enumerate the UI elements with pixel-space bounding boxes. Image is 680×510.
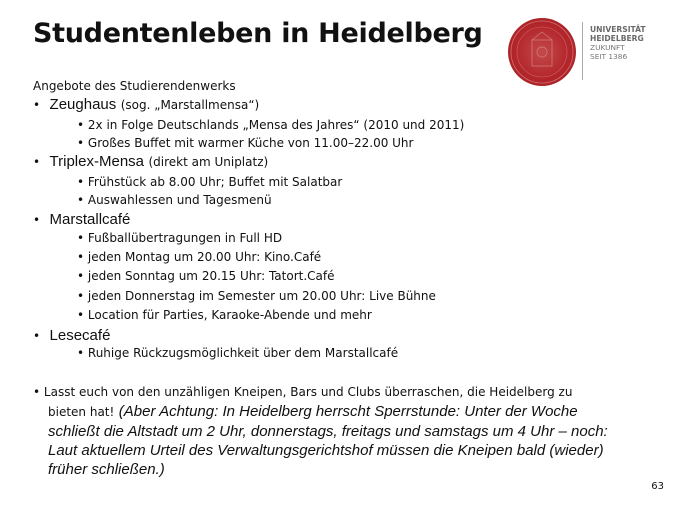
slide-title: Studentenleben in Heidelberg (33, 18, 483, 49)
bullet: • (33, 155, 41, 169)
bullet: • (33, 213, 41, 227)
logo-line-4: SEIT 1386 (590, 52, 628, 61)
logo-line-1: UNIVERSITÄT (590, 25, 646, 34)
university-logo (508, 18, 648, 88)
sub-list-item (77, 250, 321, 264)
sub-item-text: Fußballübertragungen in Full HD (87, 231, 283, 245)
bullet: • (77, 136, 85, 150)
sub-item-text: Frühstück ab 8.00 Uhr; Buffet mit Salatbar (87, 175, 343, 189)
list-item (33, 96, 259, 114)
item-name: Marstallcafé (49, 211, 131, 228)
sub-list-item (77, 231, 282, 245)
closing-line-5: früher schließen.) (48, 461, 165, 478)
closing-line-1 (33, 385, 572, 399)
sub-item-text: jeden Montag um 20.00 Uhr: Kino.Café (87, 250, 322, 264)
sub-item-text: 2x in Folge Deutschlands „Mensa des Jahres“ (2010 und 2011) (87, 118, 465, 132)
bullet: • (33, 98, 41, 112)
sub-item-text: Location für Parties, Karaoke-Abende und mehr (87, 308, 372, 322)
sub-item-text: Großes Buffet mit warmer Küche von 11.00–22.00 Uhr (87, 136, 414, 150)
closing-text: Lasst euch von den unzähligen Kneipen, Bars und Clubs überraschen, die Heidelberg zu (43, 385, 573, 399)
closing-line-2 (48, 403, 578, 421)
sub-item-text: jeden Sonntag um 20.15 Uhr: Tatort.Café (87, 269, 335, 283)
page-number: 63 (651, 481, 664, 492)
bullet: • (77, 250, 85, 264)
logo-divider (582, 22, 583, 80)
logo-line-2: HEIDELBERG (590, 34, 644, 43)
list-item (33, 153, 268, 171)
bullet: • (77, 289, 85, 303)
logo-line-3: ZUKUNFT (590, 43, 625, 52)
item-note: (direkt am Uniplatz) (148, 155, 269, 169)
item-note: (sog. „Marstallmensa“) (120, 98, 260, 112)
logo-wordmark (590, 25, 646, 61)
item-name: Lesecafé (49, 327, 111, 344)
bullet: • (77, 193, 85, 207)
bullet: • (33, 329, 41, 343)
sub-list-item (77, 346, 398, 360)
list-item (33, 327, 110, 345)
item-name: Triplex-Mensa (49, 153, 144, 170)
bullet: • (77, 175, 85, 189)
sub-list-item (77, 269, 335, 283)
sub-list-item (77, 193, 272, 207)
sub-list-item (77, 175, 342, 189)
sub-item-text: Ruhige Rückzugsmöglichkeit über dem Marstallcafé (87, 346, 399, 360)
university-seal-icon (508, 18, 576, 86)
bullet: • (77, 118, 85, 132)
sub-item-text: jeden Donnerstag im Semester um 20.00 Uhr: Live Bühne (87, 289, 436, 303)
bullet: • (77, 269, 85, 283)
closing-text-start: bieten hat! (48, 405, 115, 419)
bullet: • (77, 308, 85, 322)
closing-line-3: schließt die Altstadt um 2 Uhr, donnerstags, freitags und samstags um 4 Uhr – noch: (48, 423, 608, 440)
sub-list-item (77, 308, 372, 322)
sub-list-item (77, 118, 464, 132)
sub-item-text: Auswahlessen und Tagesmenü (87, 193, 272, 207)
sub-list-item (77, 289, 436, 303)
intro-text: Angebote des Studierendenwerks (33, 79, 236, 93)
bullet: • (33, 385, 41, 399)
bullet: • (77, 346, 85, 360)
sub-list-item (77, 136, 413, 150)
closing-text-italic: (Aber Achtung: In Heidelberg herrscht Sperrstunde: Unter der Woche (118, 403, 578, 420)
list-item (33, 211, 130, 229)
item-name: Zeughaus (49, 96, 117, 113)
closing-line-4: Laut aktuellem Urteil des Verwaltungsgerichtshof müssen die Kneipen bald (wieder) (48, 442, 604, 459)
bullet: • (77, 231, 85, 245)
